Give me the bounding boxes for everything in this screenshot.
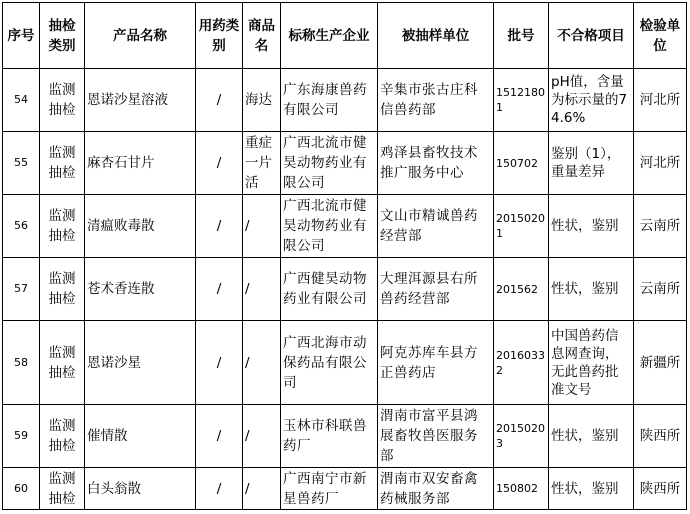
cell-manufacturer: 玉林市科联兽药厂 [281,405,378,468]
cell-sampled-unit: 辛集市张古庄科信兽药部 [378,69,494,132]
cell-brand: / [243,258,281,321]
cell-product: 恩诺沙星 [85,321,196,405]
table-row [3,258,687,321]
cell-product: 清瘟败毒散 [85,195,196,258]
table-row [3,405,687,468]
table-row [3,195,687,258]
cell-no: 58 [3,321,40,405]
cell-manufacturer: 广西北海市动保药品有限公司 [281,321,378,405]
cell-batch: 201562 [494,258,549,321]
header-batch: 批号 [494,3,549,69]
header-usage: 用药类别 [196,3,243,69]
cell-manufacturer: 广西南宁市新星兽药厂 [281,468,378,510]
table-header-row [3,3,687,69]
cell-no: 59 [3,405,40,468]
cell-batch: 20160332 [494,321,549,405]
cell-no: 60 [3,468,40,510]
cell-brand: 海达 [243,69,281,132]
cell-product: 恩诺沙星溶液 [85,69,196,132]
cell-sampled-unit: 鸡泽县畜牧技术推广服务中心 [378,132,494,195]
cell-sampled-unit: 文山市精诚兽药经营部 [378,195,494,258]
inspection-table-container [2,2,687,510]
cell-usage: / [196,258,243,321]
table-row [3,468,687,510]
table-row [3,321,687,405]
cell-manufacturer: 广西健昊动物药业有限公司 [281,258,378,321]
header-manufacturer: 标称生产企业 [281,3,378,69]
cell-failed-item: pH值，含量为标示量的74.6% [549,69,634,132]
cell-manufacturer: 广西北流市健昊动物药业有限公司 [281,132,378,195]
cell-failed-item: 性状，鉴别 [549,468,634,510]
cell-manufacturer: 广东海康兽药有限公司 [281,69,378,132]
cell-test-unit: 云南所 [634,195,687,258]
cell-usage: / [196,69,243,132]
cell-brand: / [243,195,281,258]
table-row [3,69,687,132]
cell-batch: 150702 [494,132,549,195]
header-failed-item: 不合格项目 [549,3,634,69]
cell-brand: / [243,468,281,510]
cell-batch: 20150203 [494,405,549,468]
cell-usage: / [196,321,243,405]
cell-product: 催情散 [85,405,196,468]
cell-product: 白头翁散 [85,468,196,510]
cell-usage: / [196,405,243,468]
cell-no: 57 [3,258,40,321]
cell-category: 监测抽检 [40,132,85,195]
cell-product: 麻杏石甘片 [85,132,196,195]
inspection-results-table [2,2,687,510]
cell-product: 苍术香连散 [85,258,196,321]
cell-brand: 重症一片活 [243,132,281,195]
header-no: 序号 [3,3,40,69]
cell-test-unit: 陕西所 [634,468,687,510]
cell-category: 监测抽检 [40,258,85,321]
cell-brand: / [243,405,281,468]
cell-batch: 150802 [494,468,549,510]
cell-category: 监测抽检 [40,195,85,258]
cell-test-unit: 河北所 [634,132,687,195]
cell-failed-item: 鉴别（1），重量差异 [549,132,634,195]
cell-failed-item: 性状，鉴别 [549,405,634,468]
cell-category: 监测抽检 [40,69,85,132]
cell-test-unit: 河北所 [634,69,687,132]
cell-no: 56 [3,195,40,258]
cell-sampled-unit: 渭南市双安畜禽药械服务部 [378,468,494,510]
cell-test-unit: 云南所 [634,258,687,321]
cell-sampled-unit: 阿克苏库车县方正兽药店 [378,321,494,405]
cell-brand: / [243,321,281,405]
cell-no: 55 [3,132,40,195]
header-product: 产品名称 [85,3,196,69]
cell-no: 54 [3,69,40,132]
cell-failed-item: 性状，鉴别 [549,258,634,321]
cell-test-unit: 新疆所 [634,321,687,405]
cell-sampled-unit: 大理洱源县右所兽药经营部 [378,258,494,321]
cell-failed-item: 中国兽药信息网查询，无此兽药批准文号 [549,321,634,405]
table-row [3,132,687,195]
cell-usage: / [196,132,243,195]
cell-usage: / [196,468,243,510]
cell-manufacturer: 广西北流市健昊动物药业有限公司 [281,195,378,258]
cell-usage: / [196,195,243,258]
cell-category: 监测抽检 [40,405,85,468]
cell-batch: 20150201 [494,195,549,258]
cell-category: 监测抽检 [40,321,85,405]
cell-batch: 15121801 [494,69,549,132]
cell-category: 监测抽检 [40,468,85,510]
header-brand: 商品名 [243,3,281,69]
cell-sampled-unit: 渭南市富平县鸿展畜牧兽医服务部 [378,405,494,468]
cell-test-unit: 陕西所 [634,405,687,468]
header-test-unit: 检验单位 [634,3,687,69]
header-category: 抽检类别 [40,3,85,69]
header-sampled-unit: 被抽样单位 [378,3,494,69]
cell-failed-item: 性状，鉴别 [549,195,634,258]
